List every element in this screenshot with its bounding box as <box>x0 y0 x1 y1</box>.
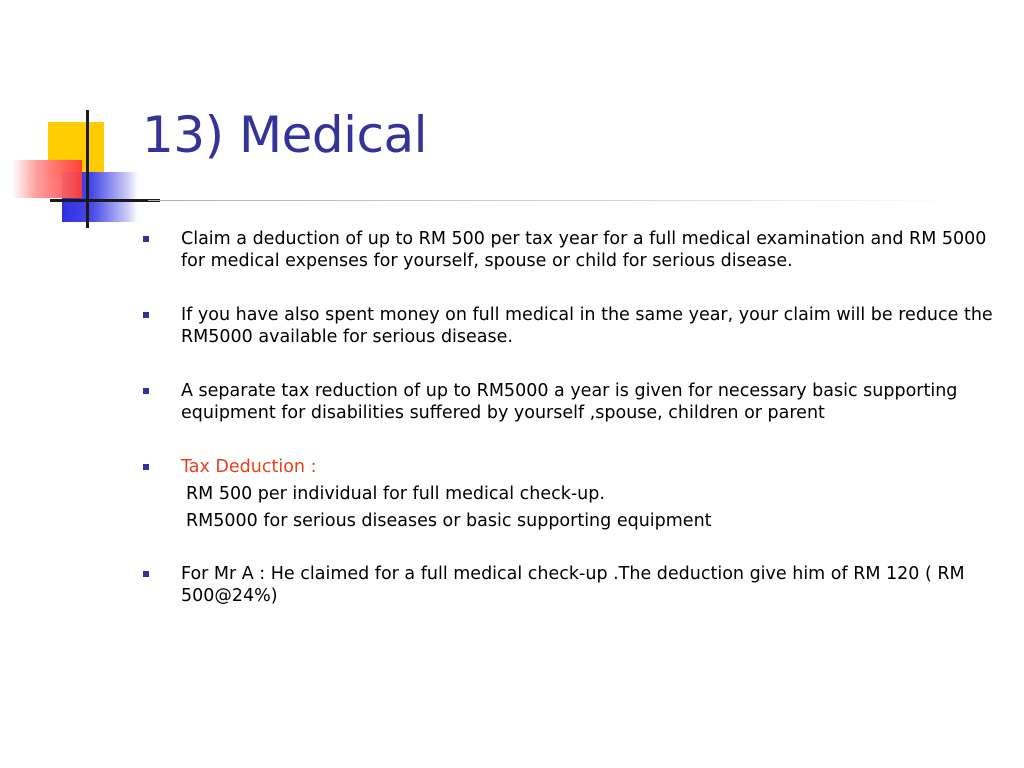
bullet-text-3: A separate tax reduction of up to RM5000 a year is given for necessary basic supporting equipment for disabilities suffered by yourself ,spouse, children or parent <box>181 381 958 423</box>
square-bullet-icon <box>143 388 149 394</box>
bullet-item-4 <box>140 456 1000 532</box>
bullet-item-1 <box>140 228 1000 272</box>
tax-deduction-line-2: RM5000 for serious diseases or basic supporting equipment <box>186 511 712 531</box>
bullet-item-3 <box>140 380 1000 424</box>
tax-deduction-line-1: RM 500 per individual for full medical check-up. <box>186 484 605 504</box>
square-bullet-icon <box>143 236 149 242</box>
bullet-list <box>140 228 1000 607</box>
square-bullet-icon <box>143 464 149 470</box>
bullet-text-2: If you have also spent money on full medical in the same year, your claim will be reduce the RM5000 available for serious disease. <box>181 305 993 347</box>
bullet-item-5 <box>140 563 1000 607</box>
logo-vertical-line <box>86 110 89 228</box>
logo-red-gradient-bar <box>12 160 82 198</box>
bullet-item-2 <box>140 304 1000 348</box>
bullet-text-5: For Mr A : He claimed for a full medical check-up .The deduction give him of RM 120 ( RM 500@24%) <box>181 564 965 606</box>
title-divider <box>148 200 968 201</box>
bullet-text-1: Claim a deduction of up to RM 500 per tax year for a full medical examination and RM 5000 for medical expenses for yourself, spouse or child for serious disease. <box>181 229 987 271</box>
logo-horizontal-line <box>50 199 160 202</box>
tax-deduction-heading: Tax Deduction : <box>181 457 317 477</box>
slide-title: 13) Medical <box>142 106 428 164</box>
square-bullet-icon <box>143 571 149 577</box>
square-bullet-icon <box>143 312 149 318</box>
